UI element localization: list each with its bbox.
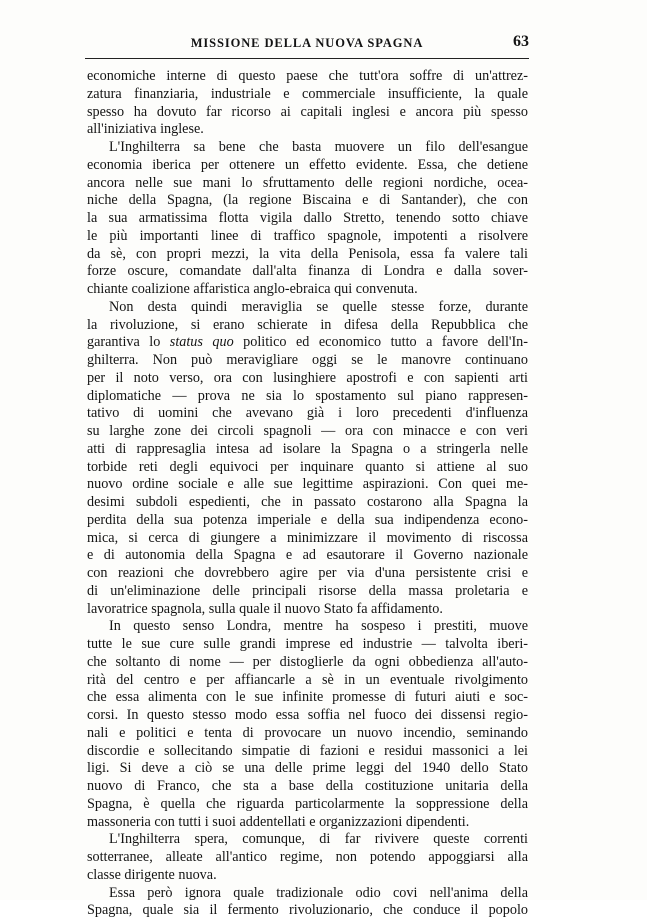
text-line: desimi subdoli espedienti, che in passato costarono alla Spagna la: [87, 494, 528, 510]
text-line: tativo di uomini che avevano già i loro precedenti d'influenza: [87, 405, 528, 422]
text-line: Spagna, quale sia il fermento rivoluzionario, che conduce il popolo: [87, 902, 528, 919]
text-line: da sè, con propri mezzi, la vita della Penisola, essa fa valere tali: [87, 245, 528, 262]
text-line: diplomatiche — prova ne sia lo spostamento sul piano rappresen-: [87, 387, 528, 404]
text-line: lavoratrice spagnola, sulla quale il nuovo Stato fa affidamento.: [87, 600, 443, 617]
text-line: Spagna, è quella che riguarda particolarmente la soppressione della: [87, 795, 528, 812]
text-line: sotterranee, alleate all'antico regime, non potendo appoggiarsi alla: [87, 849, 528, 865]
text-line: per il noto verso, ora con lusinghiere apostrofi e con sapienti arti: [87, 369, 528, 386]
text-line: forze oscure, comandate dall'alta finanza di Londra e dalla sover-: [87, 263, 528, 280]
page-header: [85, 34, 529, 56]
text-line: mica, si cerca di giungere a minimizzare il movimento di riscossa: [87, 529, 528, 546]
text-line: torbide reti degli equivoci per inquinare quanto si attiene al suo: [87, 458, 528, 475]
text-line: con reazioni che dovrebbero agire per via d'una persistente crisi e: [87, 565, 528, 581]
text-line: corsi. In questo stesso modo essa soffia nel fuoco dei dissensi regio-: [87, 707, 528, 723]
text-line: Essa però ignora quale tradizionale odio covi nell'anima della: [109, 884, 528, 901]
text-line: classe dirigente nuova.: [87, 866, 217, 883]
text-line: ligi. Si deve a ciò se una delle prime leggi del 1940 dello Stato: [87, 760, 528, 777]
text-line: su larghe zone dei circoli spagnoli — ora con minacce e con veri: [87, 423, 528, 439]
text-line: atti di rappresaglia intesa ad isolare la Spagna o a stringerla nelle: [87, 440, 528, 457]
text-line: all'iniziativa inglese.: [87, 121, 204, 138]
text-line: che essa alimenta con le sue infinite promesse di futuri aiuti e soc-: [87, 689, 528, 706]
text-line: L'Inghilterra sa bene che basta muovere un filo dell'esangue: [109, 139, 528, 155]
text-line: zatura finanziaria, industriale e commerciale insufficiente, la quale: [87, 85, 528, 102]
text-line: In questo senso Londra, mentre ha sospeso i prestiti, muove: [109, 618, 528, 635]
text-line: le più importanti linee di traffico spagnole, impotenti a risolvere: [87, 227, 528, 244]
text-line: di un'eliminazione delle principali risorse della massa proletaria e: [87, 582, 528, 599]
text-line: la sua armatissima flotta vigila dallo Stretto, tenendo sotto chiave: [87, 210, 528, 226]
text-line: nuovo ordine sociale e alle sue legittime aspirazioni. Con quei me-: [87, 476, 528, 493]
running-title: MISSIONE DELLA NUOVA SPAGNA: [190, 36, 424, 50]
body-text: [87, 68, 528, 920]
text-line: economia iberica per ottenere un effetto evidente. Essa, che detiene: [87, 156, 528, 173]
text-line: L'Inghilterra spera, comunque, di far rivivere queste correnti: [109, 831, 528, 848]
text-line: economiche interne di questo paese che tutt'ora soffre di un'attrez-: [87, 68, 528, 84]
text-line: niche della Spagna, (la regione Biscaina e di Santander), che con: [87, 192, 528, 209]
text-line: discordie e sollecitando simpatie di fazioni e residui massonici a lei: [87, 742, 528, 759]
text-line: nuovo di Franco, che sta a base della costituzione unitaria della: [87, 778, 528, 794]
text-line: perdita della sua potenza imperiale e della sua indipendenza econo-: [87, 511, 528, 528]
text-line: garantiva lo status quo politico ed economico tutto a favore dell'In-: [87, 334, 528, 351]
text-line: chiante coalizione affaristica anglo-ebraica qui convenuta.: [87, 281, 418, 297]
header-rule: [85, 58, 529, 59]
text-line: Non desta quindi meraviglia se quelle stesse forze, durante: [109, 298, 528, 315]
text-line: che soltanto di nome — per distoglierle da ogni obbedienza all'auto-: [87, 653, 528, 670]
text-line: spesso ha dovuto far ricorso ai capitali inglesi e ancora più spesso: [87, 103, 528, 120]
text-line: la rivoluzione, si erano schierate in difesa della Repubblica che: [87, 316, 528, 333]
text-line: massoneria con tutti i suoi addentellati e organizzazioni dipendenti.: [87, 813, 470, 830]
text-line: ghilterra. Non può meravigliare oggi se le manovre continuano: [87, 352, 528, 368]
page-number: 63: [513, 33, 529, 50]
text-line: ancora nelle sue mani lo sfruttamento delle regioni nordiche, ocea-: [87, 174, 528, 191]
text-line: e di autonomia della Spagna e ad esautorare il Governo nazionale: [87, 547, 528, 564]
text-line: nali e politici e tenta di provocare un nuovo incendio, seminando: [87, 724, 528, 741]
text-line: rità del centro e per affiancarle a sè in un eventuale rivolgimento: [87, 671, 528, 688]
text-line: tutte le sue cure sulle grandi imprese ed industrie — talvolta iberi-: [87, 636, 528, 652]
